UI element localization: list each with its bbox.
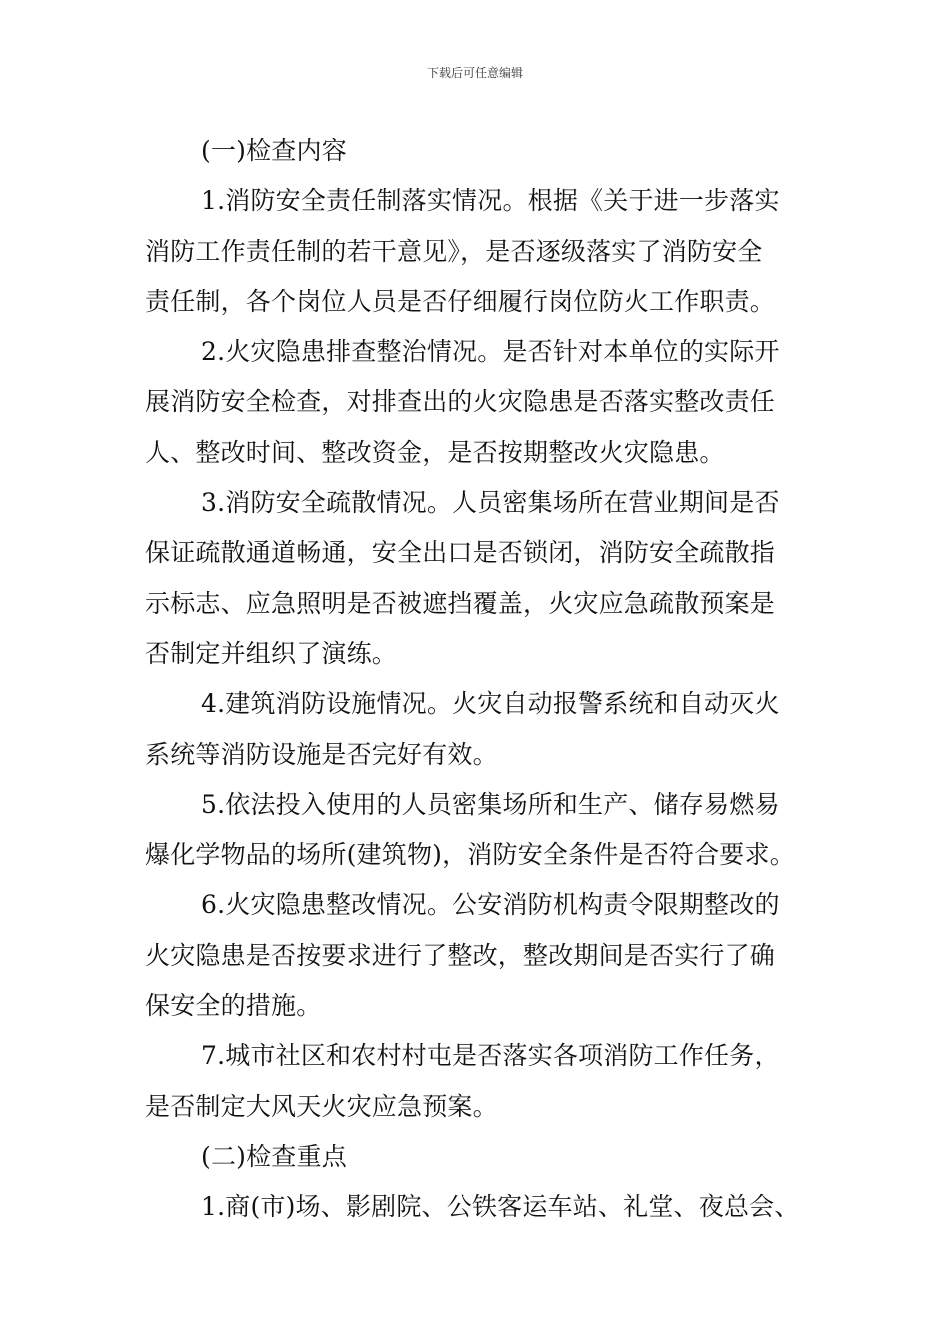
text-line: 保证疏散通道畅通，安全出口是否锁闭，消防安全疏散指 — [145, 538, 776, 568]
text-line: 人、整改时间、整改资金，是否按期整改火灾隐患。 — [145, 437, 725, 467]
text-line: 展消防安全检查，对排查出的火灾隐患是否落实整改责任 — [145, 387, 776, 417]
page-header-note: 下载后可任意编辑 — [426, 66, 523, 80]
text-line: 责任制，各个岗位人员是否仔细履行岗位防火工作职责。 — [145, 286, 776, 316]
text-line: 火灾隐患是否按要求进行了整改，整改期间是否实行了确 — [145, 940, 776, 970]
text-line: 1.消防安全责任制落实情况。根据《关于进一步落实 — [201, 186, 780, 216]
text-line: 是否制定大风天火灾应急预案。 — [145, 1091, 498, 1121]
text-line: 爆化学物品的场所(建筑物)，消防安全条件是否符合要求。 — [145, 840, 795, 870]
text-line: 1.商(市)场、影剧院、公铁客运车站、礼堂、夜总会、 — [201, 1192, 800, 1222]
text-line: (一)检查内容 — [201, 136, 347, 165]
text-line: 5.依法投入使用的人员密集场所和生产、储存易燃易 — [201, 789, 780, 819]
text-line: 否制定并组织了演练。 — [145, 638, 398, 668]
text-line: 示标志、应急照明是否被遮挡覆盖，火灾应急疏散预案是 — [145, 588, 776, 618]
text-line: 6.火灾隐患整改情况。公安消防机构责令限期整改的 — [201, 890, 780, 920]
text-line: (二)检查重点 — [201, 1141, 347, 1171]
text-line: 保安全的措施。 — [145, 991, 322, 1021]
text-line: 消防工作责任制的若干意见》，是否逐级落实了消防安全 — [145, 236, 763, 266]
document-body — [145, 126, 817, 1233]
text-line: 4.建筑消防设施情况。火灾自动报警系统和自动灭火 — [201, 689, 780, 719]
text-line: 7.城市社区和农村村屯是否落实各项消防工作任务， — [201, 1041, 780, 1071]
text-line: 2.火灾隐患排查整治情况。是否针对本单位的实际开 — [201, 337, 780, 367]
text-line: 3.消防安全疏散情况。人员密集场所在营业期间是否 — [201, 488, 780, 518]
text-line: 系统等消防设施是否完好有效。 — [145, 739, 498, 769]
